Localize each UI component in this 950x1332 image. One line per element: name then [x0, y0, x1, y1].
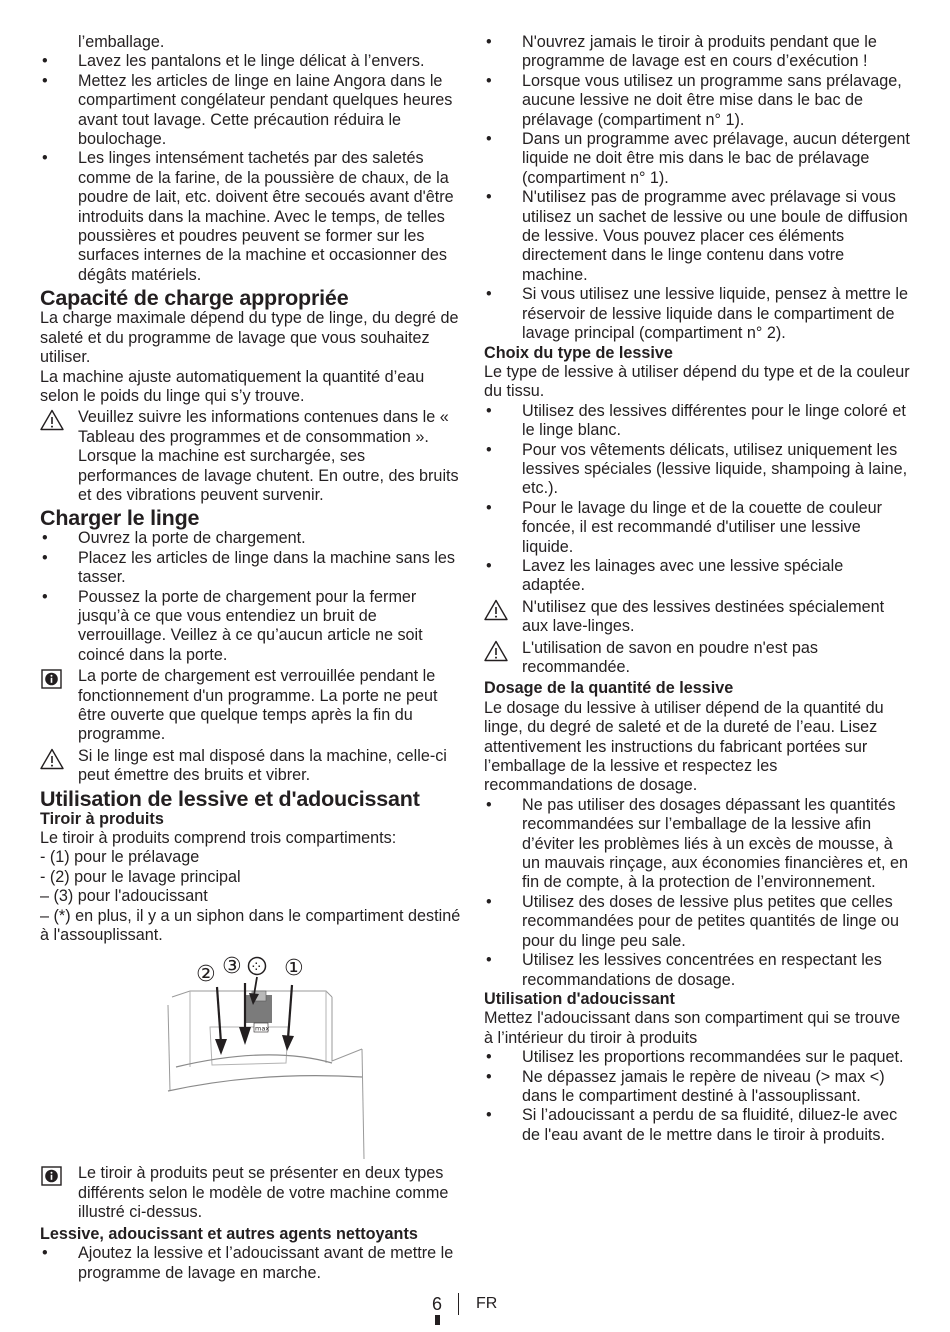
- info-note: [40, 667, 464, 745]
- list-item: • Mettez les articles de linge en laine Angora dans le compartiment congélateur pendant quelques heures avant tout lavage. Cette précaution réduira le boulochage.: [40, 72, 464, 150]
- loading-steps-list: [40, 529, 464, 665]
- footer-tab-marker: [435, 1315, 440, 1325]
- section-title-loading: Charger le linge: [40, 506, 200, 531]
- warning-triangle-icon: [40, 748, 64, 770]
- info-icon: [40, 1165, 64, 1187]
- subsection-title-drawer: Tiroir à produits: [40, 809, 164, 828]
- warning-note: [40, 408, 464, 505]
- warning-triangle-icon: [484, 640, 508, 662]
- intro-continuation: l’emballage.: [78, 33, 165, 51]
- right-column: [484, 33, 910, 1145]
- siphon-label: ⁘: [250, 958, 263, 977]
- list-item: • N'utilisez pas de programme avec prélavage si vous utilisez un sachet de lessive ou une boule de diffusion de lessive. Vous pouvez placer ces éléments directement dans le linge contenu dans votre machine.: [484, 188, 910, 285]
- list-item: • Ajoutez la lessive et l’adoucissant avant de mettre le programme de lavage en marche.: [40, 1244, 464, 1283]
- list-item: • Lavez les pantalons et le linge délicat à l’envers.: [40, 52, 464, 71]
- list-item: • Les linges intensément tachetés par des saletés comme de la farine, de la poussière de chaux, de la poudre de lait, etc. doivent être secoués avant d'être introduits dans la machine. Avec le temps, de telles poussières et poudres peuvent se former sur les surfaces internes de la machine et occasionner des dégâts matériels.: [40, 149, 464, 285]
- info-text: Le tiroir à produits peut se présenter en deux types différents selon le modèle de votre machine comme illustré ci-dessus.: [78, 1164, 449, 1222]
- warning-text: L'utilisation de savon en poudre n'est pas recommandée.: [522, 638, 818, 676]
- info-icon: [40, 668, 64, 690]
- compartment-line: – (*) en plus, il y a un siphon dans le compartiment destiné à l'assouplissant.: [40, 906, 461, 945]
- list-item: • Utilisez les lessives concentrées en respectant les recommandations de dosage.: [484, 951, 910, 990]
- compartment-line: – (3) pour l'adoucissant: [40, 887, 208, 906]
- footer-divider: [458, 1293, 459, 1315]
- list-item: • Lorsque vous utilisez un programme sans prélavage, aucune lessive ne doit être mise dans le bac de prélavage (compartiment n° 1).: [484, 72, 910, 130]
- warning-triangle-icon: [40, 409, 64, 431]
- drawer-drawing: [40, 953, 464, 1161]
- subsection-title-softener: Utilisation d'adoucissant: [484, 989, 675, 1008]
- detergent-drawer-illustration: [40, 953, 464, 1161]
- list-item: • Ne dépassez jamais le repère de niveau (> max <) dans le compartiment destiné à l'assouplissant.: [484, 1068, 910, 1107]
- list-item: • Ne pas utiliser des dosages dépassant les quantités recommandées sur l’emballage de la lessive afin d’éviter les problèmes liés à un excès de mousse, à un mauvais rinçage, aux économies financières et, en fin de compte, à la protection de l’environnement.: [484, 796, 910, 893]
- warning-text: N'utilisez que des lessives destinées spécialement aux lave-linges.: [522, 597, 885, 636]
- drawer-rules-list: [484, 33, 910, 344]
- info-note: [40, 1164, 464, 1222]
- list-item: • Pour vos vêtements délicats, utilisez uniquement les lessives spéciales (lessive liquide, shampoing à laine, etc.).: [484, 441, 910, 499]
- softener-list: [484, 1048, 910, 1145]
- left-column: [40, 33, 464, 1283]
- list-item: • Ouvrez la porte de chargement.: [40, 529, 464, 548]
- list-item: • Utilisez les proportions recommandées sur le paquet.: [484, 1048, 910, 1067]
- list-item: • Poussez la porte de chargement pour la fermer jusqu’à ce que vous entendiez un bruit de verrouillage. Veillez à ce qu’aucun article ne soit coincé dans la porte.: [40, 588, 464, 666]
- warning-note: [484, 598, 910, 637]
- warning-triangle-icon: [484, 599, 508, 621]
- section-title-detergent: Utilisation de lessive et d'adoucissant: [40, 786, 420, 811]
- list-item: • Si vous utilisez une lessive liquide, pensez à mettre le réservoir de lessive liquide dans le compartiment de lavage principal (compartiment n° 2).: [484, 285, 910, 343]
- warning-note: [40, 747, 464, 786]
- paragraph: Le type de lessive à utiliser dépend du type et de la couleur du tissu.: [484, 362, 910, 401]
- subsection-title-dosage: Dosage de la quantité de lessive: [484, 679, 734, 698]
- choice-list: [484, 402, 910, 596]
- warning-text: Si le linge est mal disposé dans la machine, celle-ci peut émettre des bruits et vibrer.: [78, 746, 447, 785]
- paragraph: La machine ajuste automatiquement la quantité d’eau selon le poids du linge qui s’y trouve.: [40, 367, 425, 405]
- paragraph: Mettez l'adoucissant dans son compartiment qui se trouve à l’intérieur du tiroir à produits: [484, 1009, 901, 1047]
- subsection-title-agents: Lessive, adoucissant et autres agents nettoyants: [40, 1224, 418, 1243]
- subsection-title-choice: Choix du type de lessive: [484, 343, 673, 362]
- laundry-tips-list: [40, 52, 464, 285]
- list-item: • Dans un programme avec prélavage, aucun détergent liquide ne doit être mis dans le bac de prélavage (compartiment n° 1).: [484, 130, 910, 188]
- list-item: • Lavez les lainages avec une lessive spéciale adaptée.: [484, 557, 910, 596]
- page-footer: [0, 1293, 950, 1329]
- paragraph: La charge maximale dépend du type de linge, du degré de saleté et du programme de lavage que vous souhaitez utiliser.: [40, 309, 459, 367]
- compartment-line: - (1) pour le prélavage: [40, 848, 200, 867]
- list-item: • Utilisez des doses de lessive plus petites que celles recommandées pour de petites quantités de linge ou pour du linge peu sale.: [484, 893, 910, 951]
- list-item: • N'ouvrez jamais le tiroir à produits pendant que le programme de lavage est en cours d’exécution !: [484, 33, 910, 72]
- list-item: • Utilisez des lessives différentes pour le linge coloré et le linge blanc.: [484, 402, 910, 441]
- warning-note: [484, 639, 910, 678]
- max-marker-text: max: [255, 1024, 270, 1033]
- list-item: • Pour le lavage du linge et de la couette de couleur foncée, il est recommandé d'utiliser une lessive liquide.: [484, 499, 910, 557]
- list-item: • Si l’adoucissant a perdu de sa fluidité, diluez-le avec de l'eau avant de le mettre dans le tiroir à produits.: [484, 1106, 910, 1145]
- section-title-capacity: Capacité de charge appropriée: [40, 286, 349, 311]
- compartment-label-2: ②: [196, 962, 216, 988]
- page-number: 6: [432, 1294, 443, 1314]
- paragraph: Le tiroir à produits comprend trois compartiments:: [40, 829, 397, 848]
- compartment-label-1: ①: [284, 956, 304, 982]
- info-text: La porte de chargement est verrouillée pendant le fonctionnement d'un programme. La porte ne peut être ouverte que quelque temps après la fin du programme.: [78, 667, 438, 744]
- agents-list: [40, 1244, 464, 1283]
- compartment-line: - (2) pour le lavage principal: [40, 867, 241, 886]
- compartment-label-3: ③: [222, 954, 242, 980]
- language-code: FR: [476, 1295, 498, 1312]
- paragraph: Le dosage du lessive à utiliser dépend de la quantité du linge, du degré de saleté et de la dureté de l’eau. Lisez attentivement les instructions du fabricant portées sur l’emballage de la lessive et respectez les recommandations de dosage.: [484, 698, 884, 795]
- dosage-list: [484, 796, 910, 990]
- warning-text: Veuillez suivre les informations contenues dans le « Tableau des programmes et de consommation ». Lorsque la machine est surchargée, ses performances de lavage chutent. En outre, des bruits et des vibrations peuvent survenir.: [78, 408, 459, 504]
- list-item: • Placez les articles de linge dans la machine sans les tasser.: [40, 549, 464, 588]
